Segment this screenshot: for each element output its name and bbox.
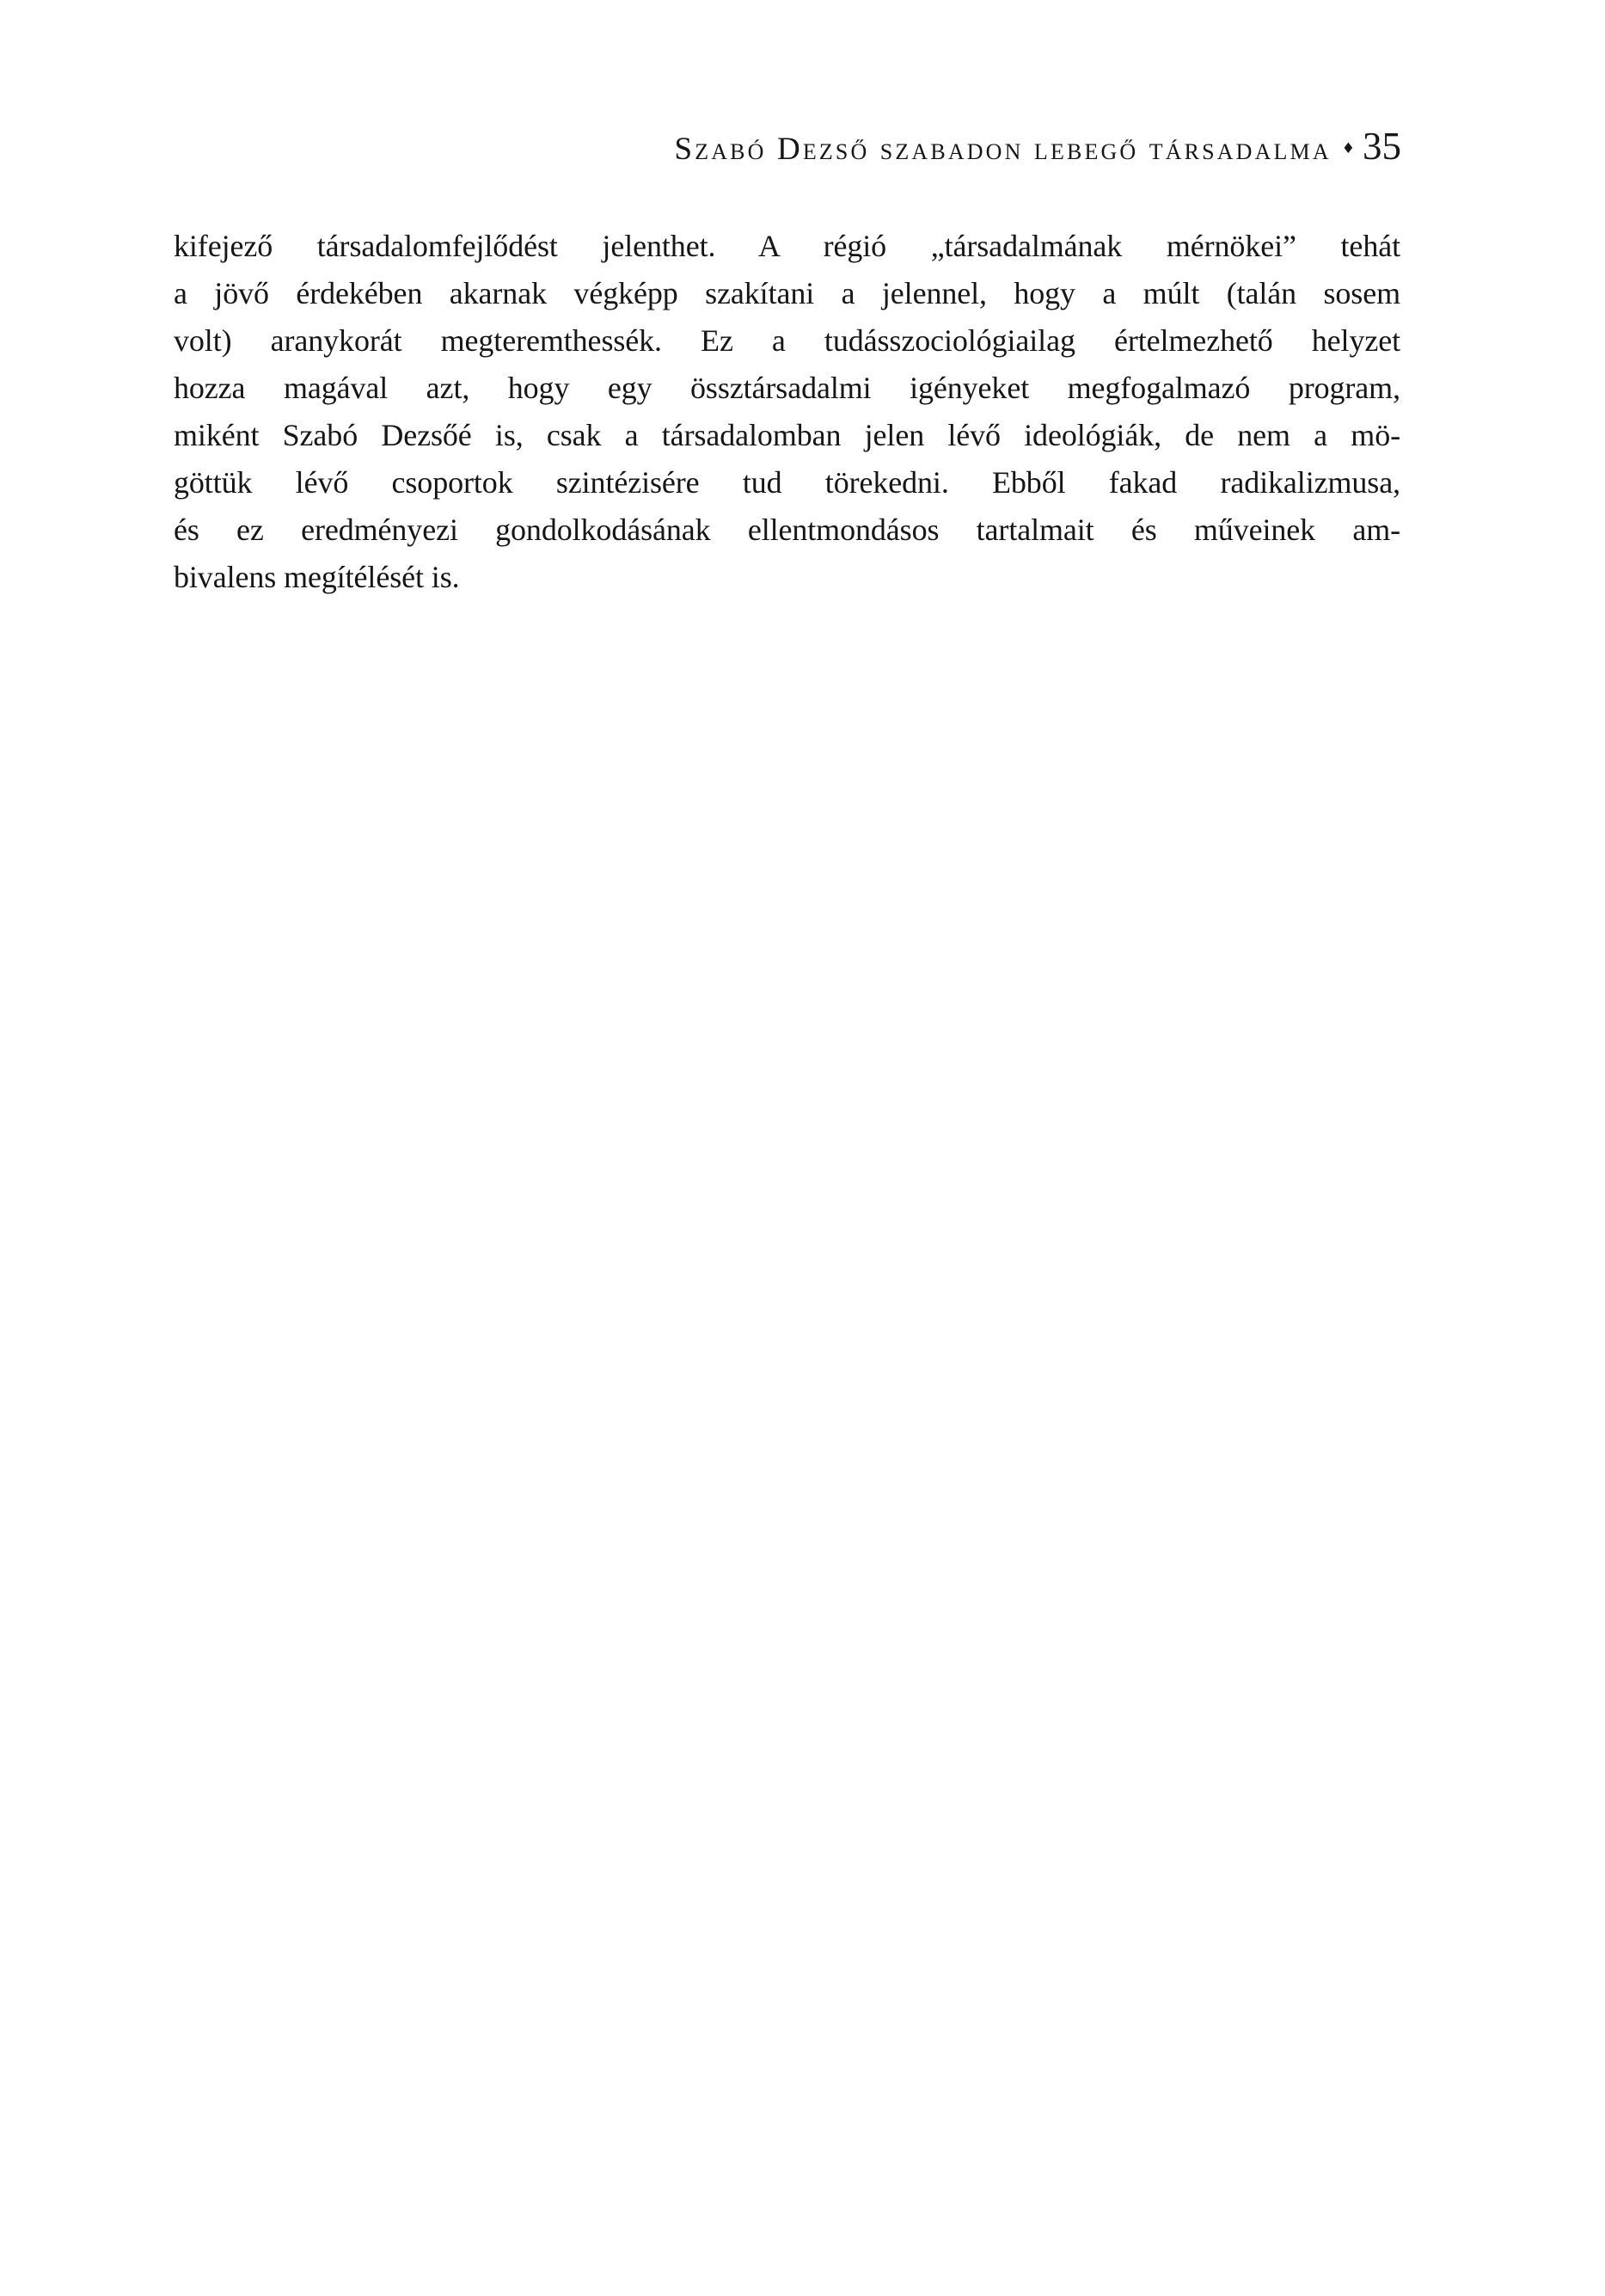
text-line: bivalens megítélését is. bbox=[174, 560, 460, 594]
text-line: volt) aranykorát megteremthessék. Ez a tudásszociológiailag értelmezhető helyzet bbox=[174, 323, 1400, 358]
text-line: miként Szabó Dezsőé is, csak a társadalomban jelen lévő ideológiák, de nem a mö- bbox=[174, 418, 1400, 452]
diamond-separator-icon: ♦ bbox=[1341, 140, 1355, 157]
text-line: és ez eredményezi gondolkodásának ellentmondásos tartalmait és műveinek am- bbox=[174, 513, 1400, 547]
paragraph bbox=[174, 223, 1400, 601]
text-line: hozza magával azt, hogy egy össztársadalmi igényeket megfogalmazó program, bbox=[174, 371, 1400, 405]
text-line: kifejező társadalomfejlődést jelenthet. A régió „társadalmának mérnökei” tehát bbox=[174, 229, 1400, 263]
text-line: a jövő érdekében akarnak végképp szakítani a jelennel, hogy a múlt (talán sosem bbox=[174, 276, 1400, 310]
text-line: göttük lévő csoportok szintézisére tud törekedni. Ebből fakad radikalizmusa, bbox=[174, 465, 1400, 500]
running-header bbox=[174, 125, 1401, 168]
page-number: 35 bbox=[1363, 125, 1401, 168]
running-title: Szabó Dezső szabadon lebegő társadalma bbox=[674, 132, 1332, 167]
